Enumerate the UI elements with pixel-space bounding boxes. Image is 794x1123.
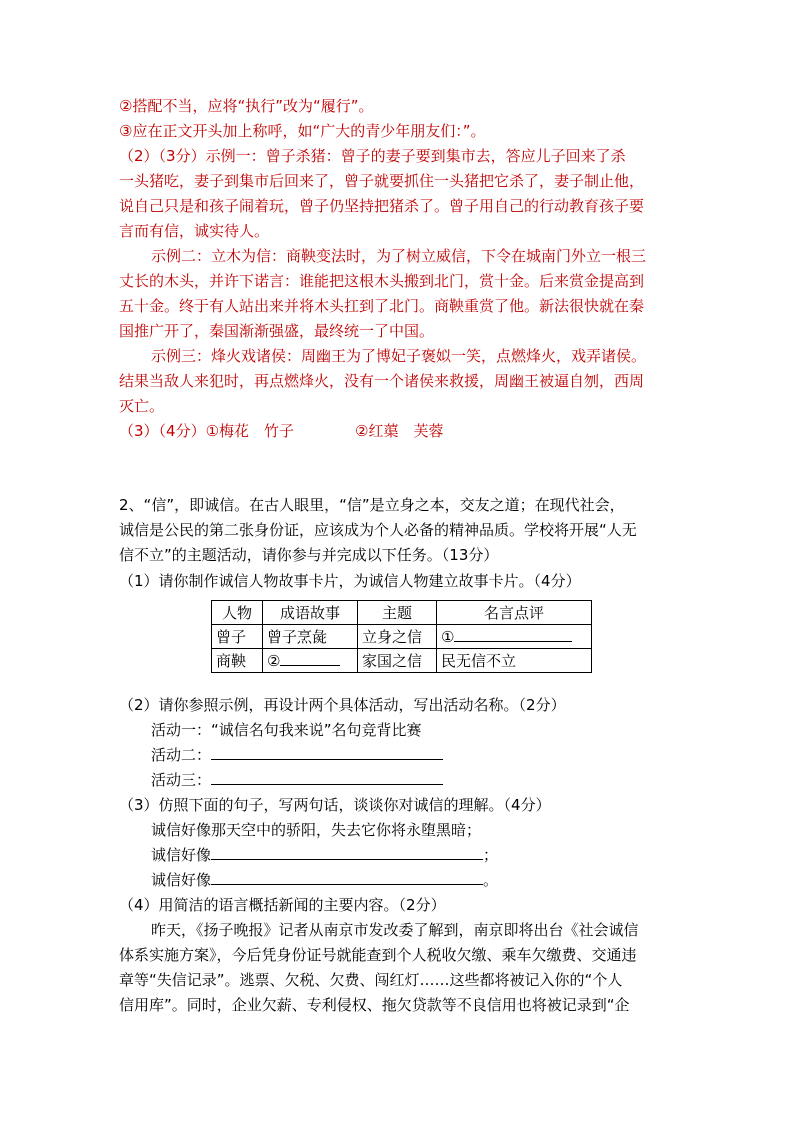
news-line-3: 章等“失信记录”。逃票、欠税、欠费、闯红灯……这些都将被记入你的“个人 [119, 971, 623, 989]
blank-line[interactable] [454, 627, 572, 642]
cell-person: 曾子 [212, 625, 263, 649]
cell-quote [437, 625, 592, 649]
header-quote: 名言点评 [437, 601, 592, 625]
answer-line-1: ②搭配不当，应将“执行”改为“履行”。 [119, 97, 374, 115]
table-row [212, 625, 592, 649]
sub-question-3: （3）仿照下面的句子，写两句话，谈谈你对诚信的理解。（4分） [119, 796, 551, 814]
cell-idiom: 曾子烹彘 [263, 625, 358, 649]
answer-line-10: 国推广开了，秦国渐渐强盛，最终统一了中国。 [119, 322, 435, 340]
activity-3-label: 活动三： [151, 771, 212, 789]
cell-theme: 家国之信 [358, 649, 437, 673]
answer-line-13: 灭亡。 [119, 397, 165, 415]
sentence-2-prefix: 诚信好像 [151, 846, 212, 864]
news-line-4: 信用库”。同时，企业欠薪、专利侵权、拖欠贷款等不良信用也将被记录到“企 [119, 996, 630, 1014]
activity-1: 活动一：“诚信名句我来说”名句竞背比赛 [151, 721, 422, 739]
activity-2-label: 活动二： [151, 746, 212, 764]
blank-marker: ① [441, 628, 455, 646]
sentence-3 [151, 869, 498, 891]
answer-line-5: 说自己只是和孩子闹着玩，曾子仍坚持把猪杀了。曾子用自己的行动教育孩子要 [119, 197, 645, 215]
header-idiom: 成语故事 [263, 601, 358, 625]
answer-line-3: （2）（3分）示例一：曾子杀猪：曾子的妻子要到集市去，答应儿子回来了杀 [119, 147, 626, 165]
cell-quote: 民无信不立 [437, 649, 592, 673]
blank-marker: ② [267, 652, 281, 670]
news-line-1: 昨天，《扬子晚报》记者从南京市发改委了解到，南京即将出台《社会诚信 [151, 921, 639, 939]
table-header-row [212, 601, 592, 625]
cell-person: 商鞅 [212, 649, 263, 673]
sentence-2-end: ； [483, 846, 499, 864]
sentence-3-end: 。 [483, 871, 499, 889]
sub-question-2: （2）请你参照示例，再设计两个具体活动，写出活动名称。（2分） [119, 696, 566, 714]
answer-line-12: 结果当敌人来犯时，再点燃烽火，没有一个诸侯来救援，周幽王被逼自刎，西周 [119, 372, 645, 390]
sub-question-1: （1）请你制作诚信人物故事卡片，为诚信人物建立故事卡片。（4分） [119, 572, 581, 590]
answer-line-11: 示例三：烽火戏诸侯：周幽王为了博妃子褒姒一笑，点燃烽火，戏弄诸侯。 [151, 347, 647, 365]
answer-line-8: 丈长的木头，并许下诺言：谁能把这根木头搬到北门，赏十金。后来赏金提高到 [119, 272, 645, 290]
activity-2-blank[interactable] [211, 745, 443, 760]
answer-line-7: 示例二：立木为信：商鞅变法时，为了树立威信，下令在城南门外立一根三 [151, 247, 647, 265]
story-card-table [211, 600, 592, 673]
activity-2 [151, 744, 443, 766]
answer-line-14b: ②红蕖 芙蓉 [355, 422, 444, 440]
answer-line-2: ③应在正文开头加上称呼，如“广大的青少年朋友们：”。 [119, 122, 486, 140]
table-row [212, 649, 592, 673]
sentence-3-prefix: 诚信好像 [151, 871, 212, 889]
sentence-2 [151, 844, 498, 866]
answer-line-9: 五十金。终于有人站出来并将木头扛到了北门。商鞅重赏了他。新法很快就在秦 [119, 297, 645, 315]
header-theme: 主题 [358, 601, 437, 625]
news-line-2: 体系实施方案》，今后凭身份证号就能查到个人税收欠缴、乘车欠缴费、交通违 [119, 946, 637, 964]
cell-theme: 立身之信 [358, 625, 437, 649]
sentence-2-blank[interactable] [211, 845, 483, 860]
answer-line-6: 言而有信，诚实待人。 [119, 222, 270, 240]
activity-3 [151, 769, 443, 791]
activity-3-blank[interactable] [211, 770, 443, 785]
sample-sentence: 诚信好像那天空中的骄阳，失去它你将永堕黑暗； [151, 821, 482, 839]
answer-line-4: 一头猪吃，妻子到集市后回来了，曾子就要抓住一头猪把它杀了，妻子制止他， [119, 172, 645, 190]
blank-line[interactable] [280, 651, 340, 666]
header-person: 人物 [212, 601, 263, 625]
sentence-3-blank[interactable] [211, 870, 483, 885]
sub-question-4: （4）用简洁的语言概括新闻的主要内容。（2分） [119, 896, 446, 914]
question-2-line-1: 2、“信”，即诚信。在古人眼里，“信”是立身之本，交友之道；在现代社会， [119, 496, 625, 514]
cell-idiom [263, 649, 358, 673]
answer-line-14a: （3）（4分）①梅花 竹子 [119, 422, 295, 440]
question-2-line-2: 诚信是公民的第二张身份证，应该成为个人必备的精神品质。学校将开展“人无 [119, 521, 637, 539]
question-2-line-3: 信不立”的主题活动，请你参与并完成以下任务。（13分） [119, 546, 499, 564]
